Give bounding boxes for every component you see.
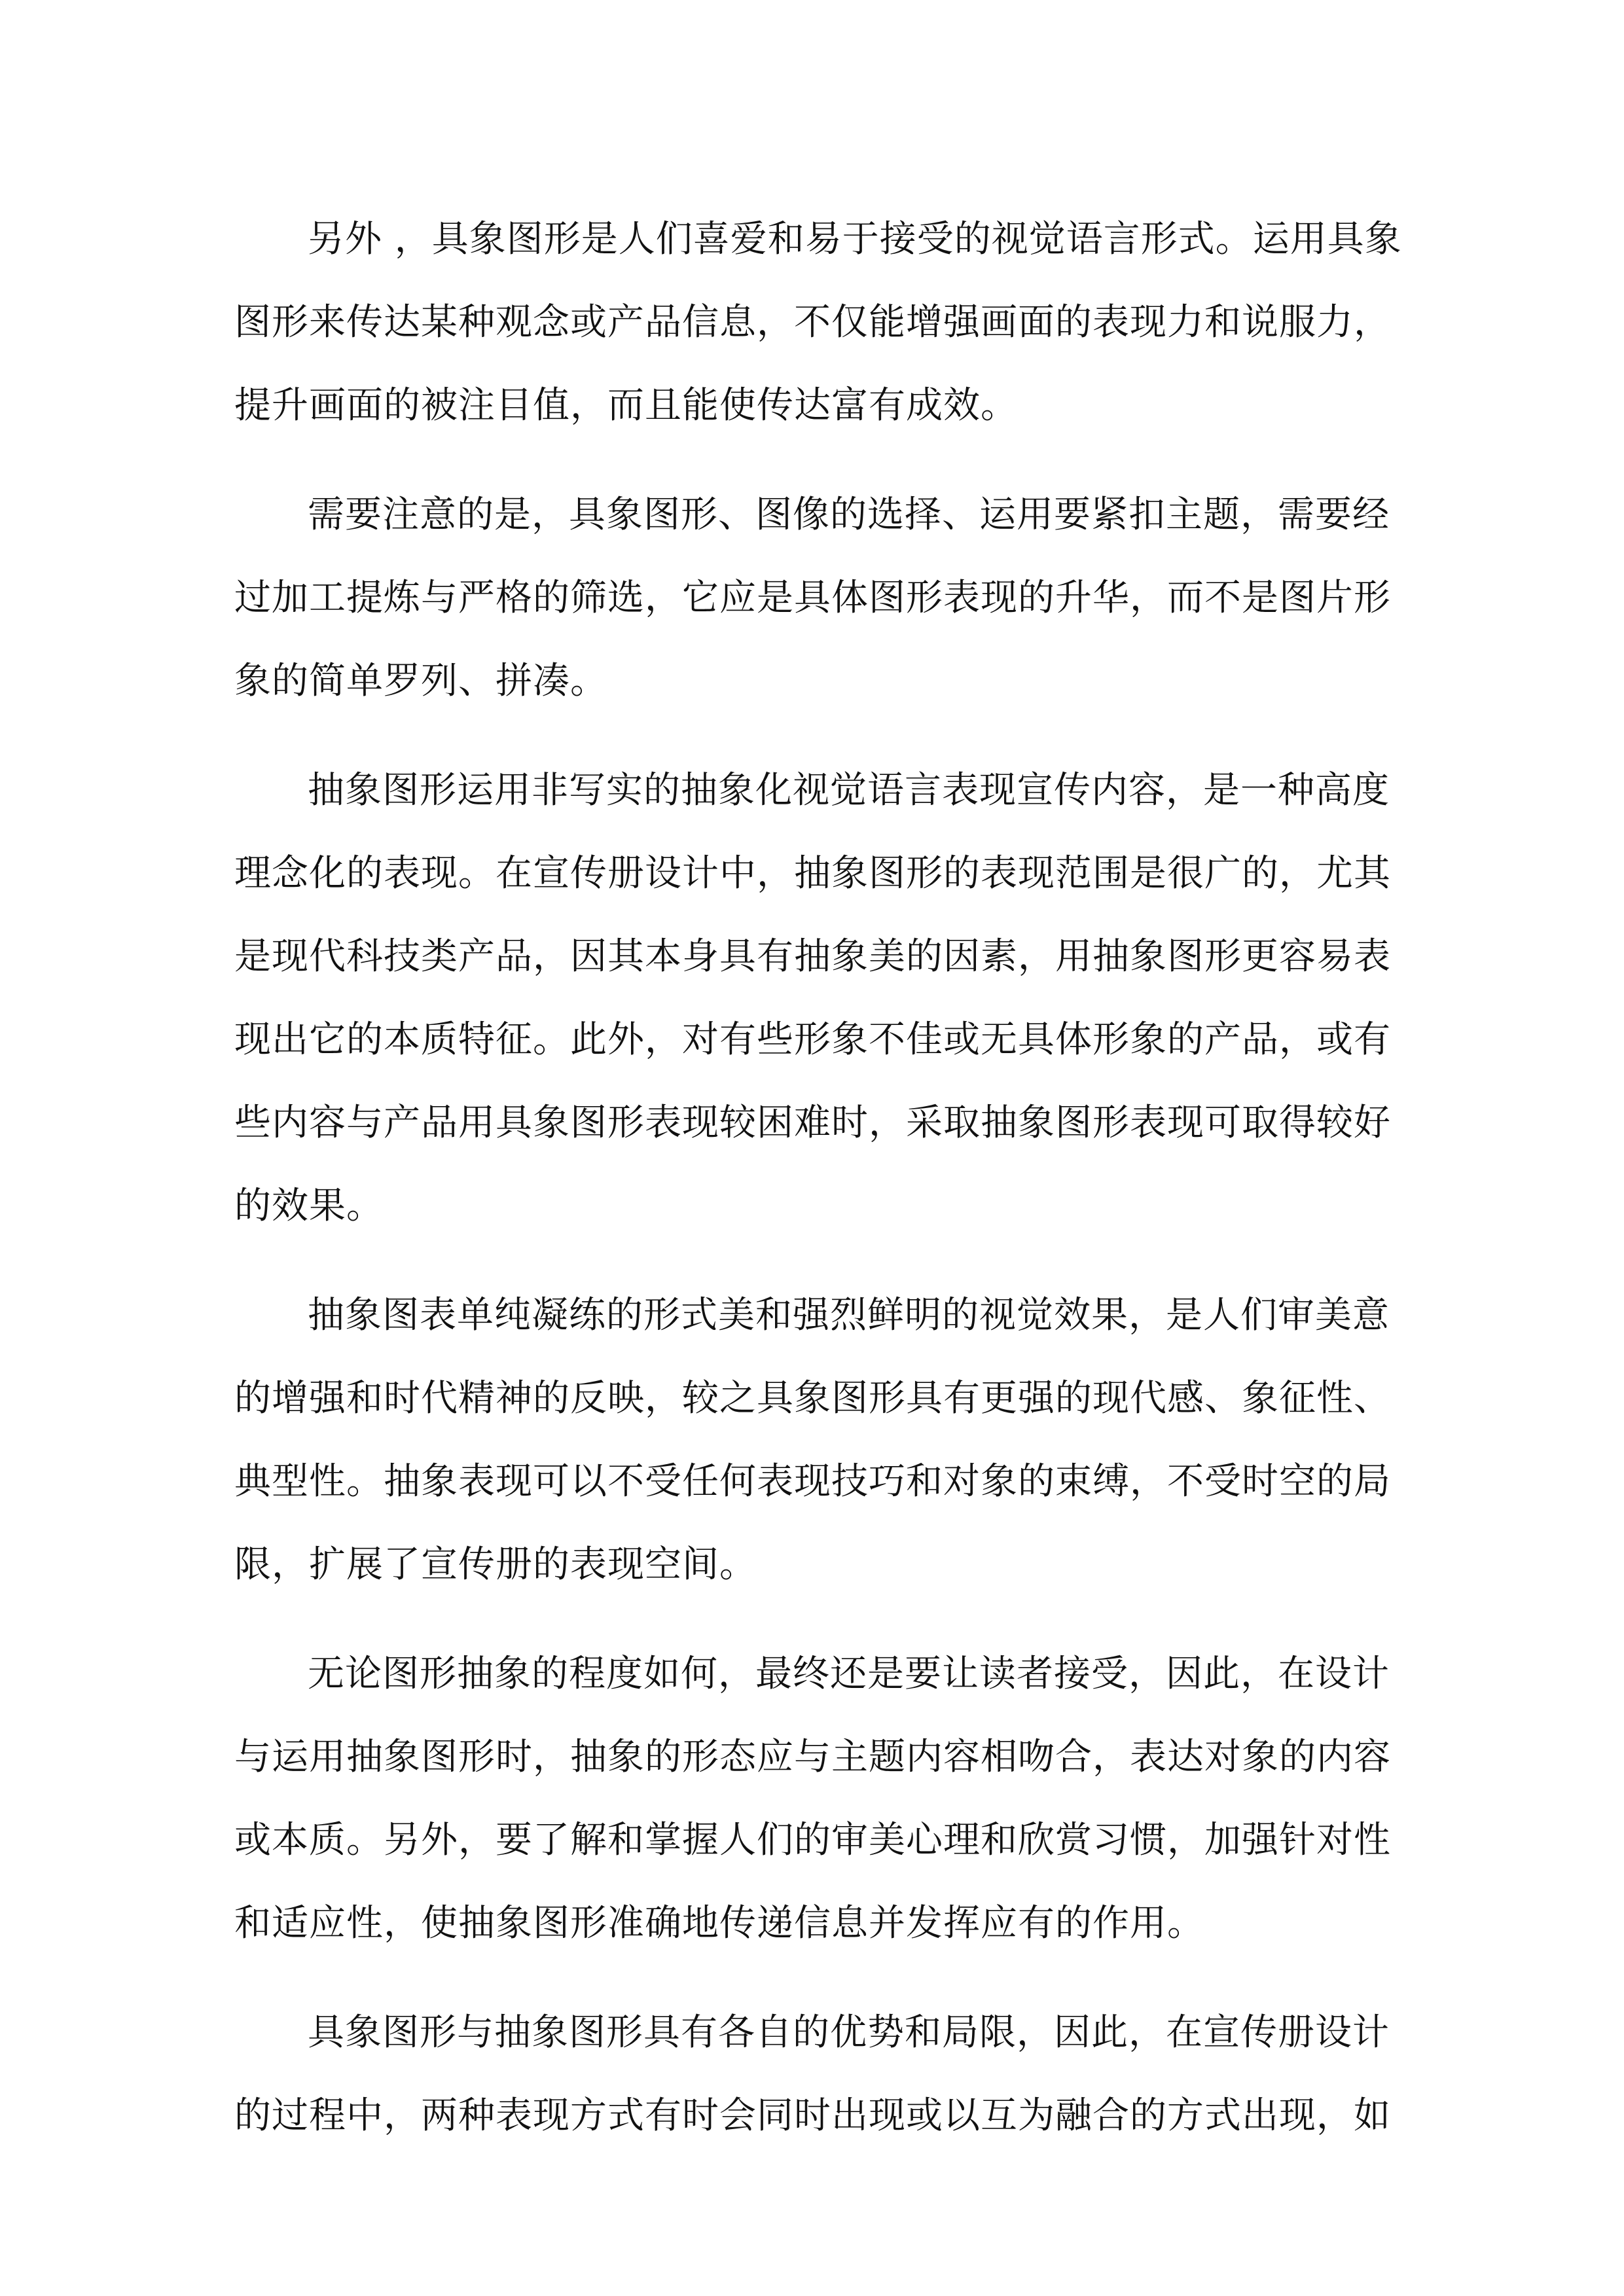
paragraph-2 — [234, 482, 1419, 732]
paragraph-5 — [234, 1641, 1419, 1974]
paragraph-line: 象的简单罗列、拼凑。 — [234, 660, 607, 702]
paragraph-4 — [234, 1283, 1419, 1615]
paragraph-line: 与运用抽象图形时，抽象的形态应与主题内容相吻合，表达对象的内容 — [234, 1736, 1391, 1778]
paragraph-line: 理念化的表现。在宣传册设计中，抽象图形的表现范围是很广的，尤其 — [234, 852, 1391, 895]
paragraph-line: 无论图形抽象的程度如何，最终还是要让读者接受，因此，在设计 — [308, 1653, 1390, 1695]
paragraph-line: 典型性。抽象表现可以不受任何表现技巧和对象的束缚，不受时空的局 — [234, 1460, 1391, 1503]
paragraph-line: 具象图形与抽象图形具有各自的优势和局限，因此，在宣传册设计 — [308, 2011, 1390, 2054]
paragraph-line: 抽象图表单纯凝练的形式美和强烈鲜明的视觉效果，是人们审美意 — [308, 1294, 1390, 1336]
paragraph-line: 图形来传达某种观念或产品信息，不仅能增强画面的表现力和说服力， — [234, 301, 1391, 344]
paragraph-line: 的增强和时代精神的反映，较之具象图形具有更强的现代感、象征性、 — [234, 1377, 1391, 1420]
paragraph-line: 或本质。另外，要了解和掌握人们的审美心理和欣赏习惯，加强针对性 — [234, 1819, 1391, 1861]
paragraph-line: 是现代科技类产品，因其本身具有抽象美的因素，用抽象图形更容易表 — [234, 935, 1391, 978]
paragraph-line: 需要注意的是，具象图形、图像的选择、运用要紧扣主题，需要经 — [308, 493, 1390, 536]
paragraph-line: 提升画面的被注目值，而且能使传达富有成效。 — [234, 384, 1018, 427]
paragraph-line: 另外 ，具象图形是人们喜爱和易于接受的视觉语言形式。运用具象 — [308, 218, 1402, 260]
body-text — [234, 207, 1419, 2193]
paragraph-line: 些内容与产品用具象图形表现较困难时，采取抽象图形表现可取得较好 — [234, 1102, 1391, 1144]
paragraph-line: 的效果。 — [234, 1185, 384, 1227]
paragraph-line: 和适应性，使抽象图形准确地传递信息并发挥应有的作用。 — [234, 1902, 1204, 1945]
paragraph-line: 过加工提炼与严格的筛选，它应是具体图形表现的升华，而不是图片形 — [234, 577, 1391, 619]
paragraph-1 — [234, 207, 1419, 456]
paragraph-6 — [234, 2000, 1419, 2166]
paragraph-3 — [234, 758, 1419, 1257]
paragraph-line: 抽象图形运用非写实的抽象化视觉语言表现宣传内容，是一种高度 — [308, 769, 1390, 812]
paragraph-line: 限，扩展了宣传册的表现空间。 — [234, 1543, 757, 1586]
paragraph-line: 的过程中，两种表现方式有时会同时出现或以互为融合的方式出现，如 — [234, 2094, 1391, 2137]
paragraph-line: 现出它的本质特征。此外，对有些形象不佳或无具体形象的产品，或有 — [234, 1018, 1391, 1061]
